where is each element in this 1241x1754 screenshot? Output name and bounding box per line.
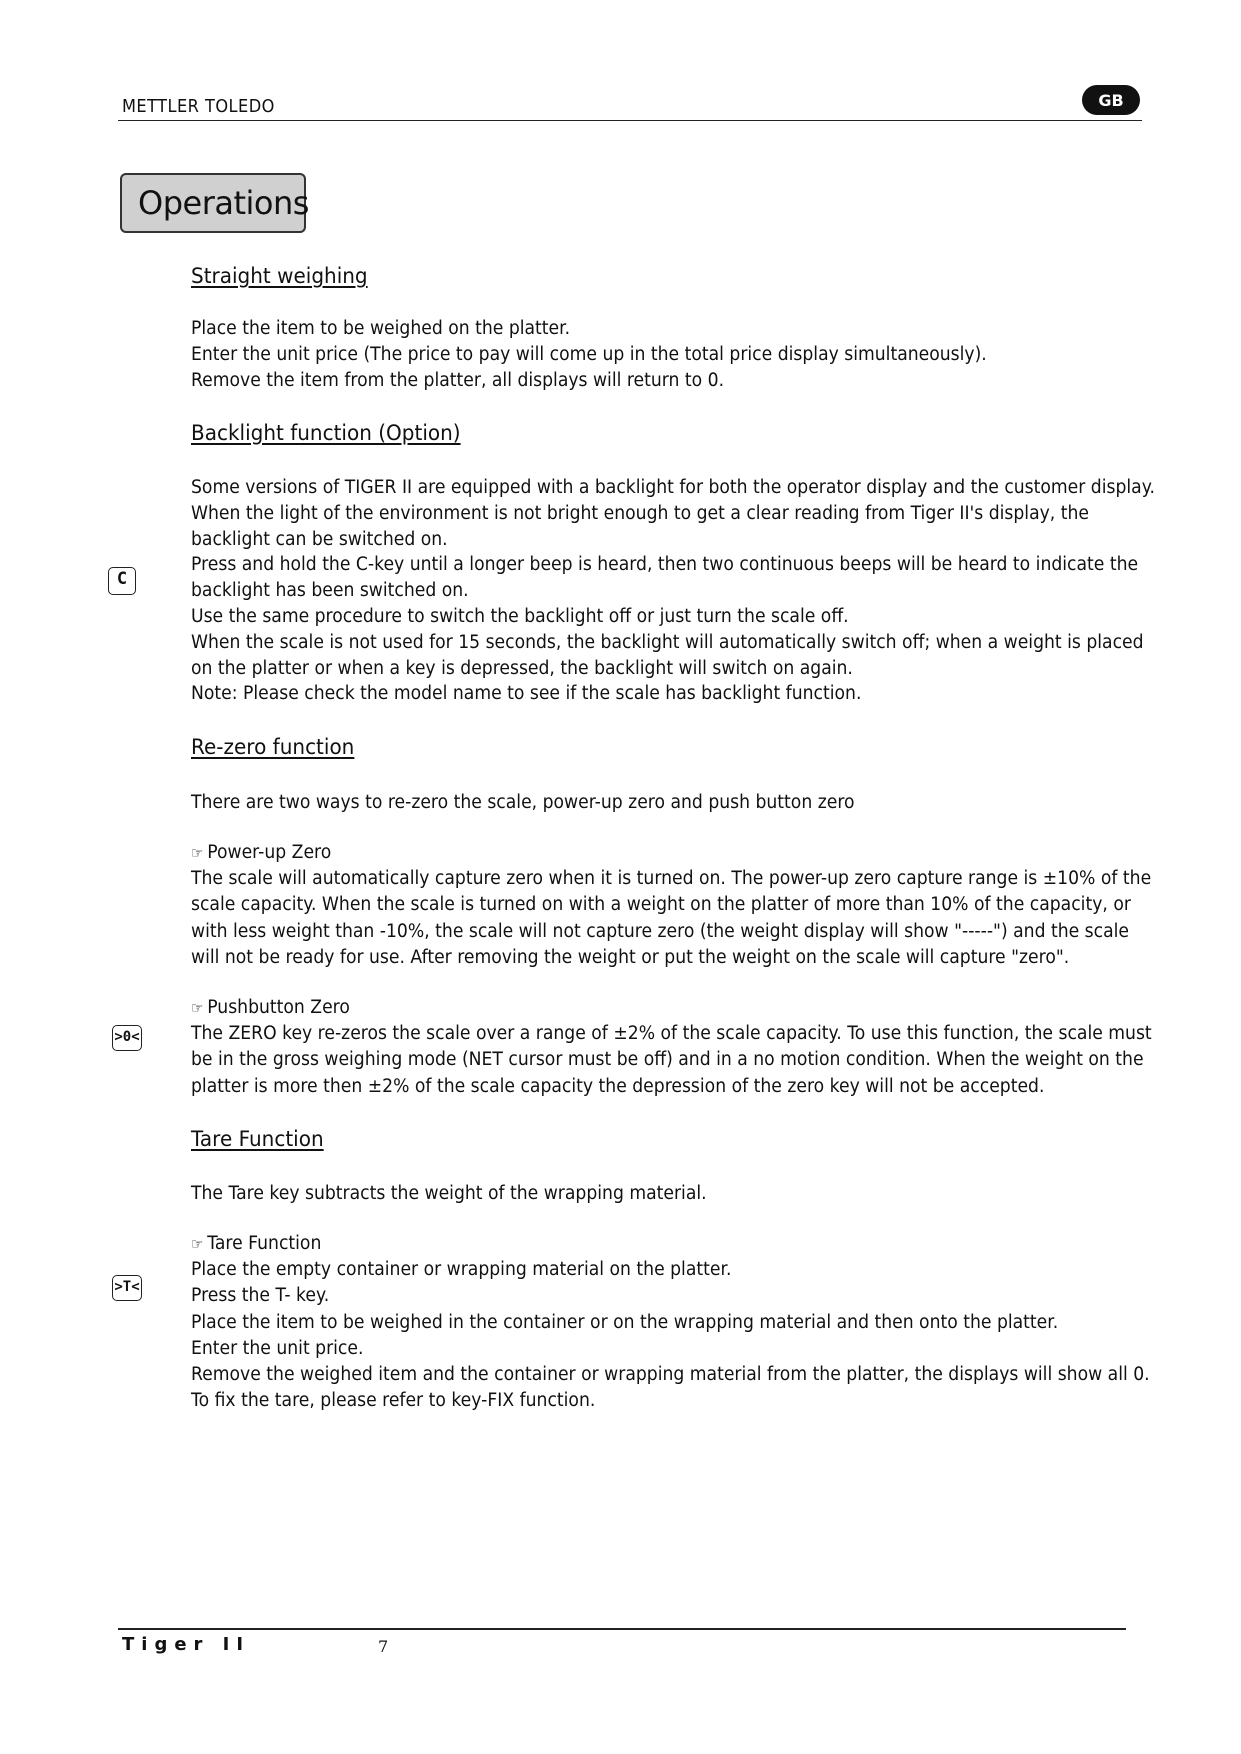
- heading-backlight-function: Backlight function (Option): [191, 421, 461, 446]
- text-line: scale capacity. When the scale is turned on with a weight on the platter of more than 10% of the capacity, or: [191, 894, 1131, 916]
- subheading-powerup-zero: [191, 840, 1070, 866]
- tare-steps-text: [191, 1231, 1150, 1414]
- text-line: backlight has been switched on.: [191, 580, 469, 602]
- text-line: Enter the unit price.: [191, 1337, 364, 1359]
- text-line: Note: Please check the model name to see if the scale has backlight function.: [191, 683, 862, 705]
- footer-divider: [118, 1628, 1126, 1630]
- pushbutton-zero-title: Pushbutton Zero: [207, 997, 350, 1018]
- text-line: The ZERO key re-zeros the scale over a range of ±2% of the scale capacity. To use this function, the scale must: [191, 1023, 1152, 1045]
- text-line: Remove the item from the platter, all displays will return to 0.: [191, 370, 725, 392]
- subheading-tare-function: [191, 1231, 1070, 1257]
- rezero-intro: [191, 790, 1070, 816]
- text-line: When the light of the environment is not bright enough to get a clear reading from Tiger II's display, the: [191, 502, 1089, 524]
- text-line: backlight can be switched on.: [191, 528, 448, 550]
- zero-key-icon: >0<: [112, 1025, 142, 1051]
- language-badge: GB: [1082, 85, 1140, 115]
- pointing-hand-icon: ☞: [191, 844, 204, 862]
- text-line: Press and hold the C-key until a longer beep is heard, then two continuous beeps will be heard to indicate the: [191, 554, 1139, 576]
- text-line: Enter the unit price (The price to pay will come up in the total price display simultaneously).: [191, 344, 987, 366]
- section-title: Operations: [120, 173, 306, 233]
- header-divider: [118, 120, 1142, 121]
- text-line: Remove the weighed item and the container or wrapping material from the platter, the displays will show all 0.: [191, 1364, 1150, 1386]
- pushbutton-zero-text: [191, 995, 1152, 1100]
- text-line: be in the gross weighing mode (NET cursor must be off) and in a no motion condition. When the weight on the: [191, 1049, 1144, 1071]
- subheading-pushbutton-zero: [191, 995, 1070, 1021]
- backlight-text: [191, 475, 1155, 707]
- text-line: platter is more then ±2% of the scale capacity the depression of the zero key will not be accepted.: [191, 1075, 1045, 1097]
- text-line: Place the empty container or wrapping material on the platter.: [191, 1259, 732, 1281]
- c-key-icon: C: [108, 567, 136, 595]
- pointing-hand-icon: ☞: [191, 1235, 204, 1253]
- tare-intro: [191, 1181, 1070, 1207]
- heading-tare-function: Tare Function: [191, 1127, 324, 1152]
- text-line: Some versions of TIGER II are equipped with a backlight for both the operator display and the customer display.: [191, 477, 1155, 498]
- text-line: The Tare key subtracts the weight of the wrapping material.: [191, 1183, 707, 1204]
- text-line: The scale will automatically capture zero when it is turned on. The power-up zero capture range is ±10% of the: [191, 868, 1152, 890]
- text-line: Use the same procedure to switch the backlight off or just turn the scale off.: [191, 605, 849, 627]
- footer-product-name: Tiger II: [122, 1634, 251, 1655]
- straight-weighing-text: [191, 316, 1070, 395]
- text-line: on the platter or when a key is depressed, the backlight will switch on again.: [191, 657, 853, 679]
- heading-straight-weighing: Straight weighing: [191, 264, 368, 289]
- tare-key-icon: >T<: [112, 1275, 142, 1301]
- pointing-hand-icon: ☞: [191, 999, 204, 1017]
- page-number: 7: [378, 1637, 389, 1656]
- text-line: When the scale is not used for 15 seconds, the backlight will automatically switch off; when a weight is placed: [191, 631, 1144, 653]
- text-line: There are two ways to re-zero the scale, power-up zero and push button zero: [191, 792, 855, 813]
- text-line: Place the item to be weighed on the platter.: [191, 318, 571, 339]
- text-line: To fix the tare, please refer to key-FIX function.: [191, 1390, 596, 1412]
- tare-sub-title: Tare Function: [207, 1233, 322, 1254]
- text-line: will not be ready for use. After removing the weight or put the weight on the scale will capture "zero".: [191, 946, 1070, 968]
- text-line: Press the T- key.: [191, 1285, 330, 1307]
- powerup-zero-text: [191, 840, 1152, 971]
- text-line: Place the item to be weighed in the container or on the wrapping material and then onto the platter.: [191, 1311, 1059, 1333]
- heading-rezero-function: Re-zero function: [191, 735, 355, 760]
- brand-name: METTLER TOLEDO: [122, 96, 275, 117]
- powerup-zero-title: Power-up Zero: [207, 842, 332, 863]
- text-line: with less weight than -10%, the scale will not capture zero (the weight display will show "-----") and the scale: [191, 920, 1130, 942]
